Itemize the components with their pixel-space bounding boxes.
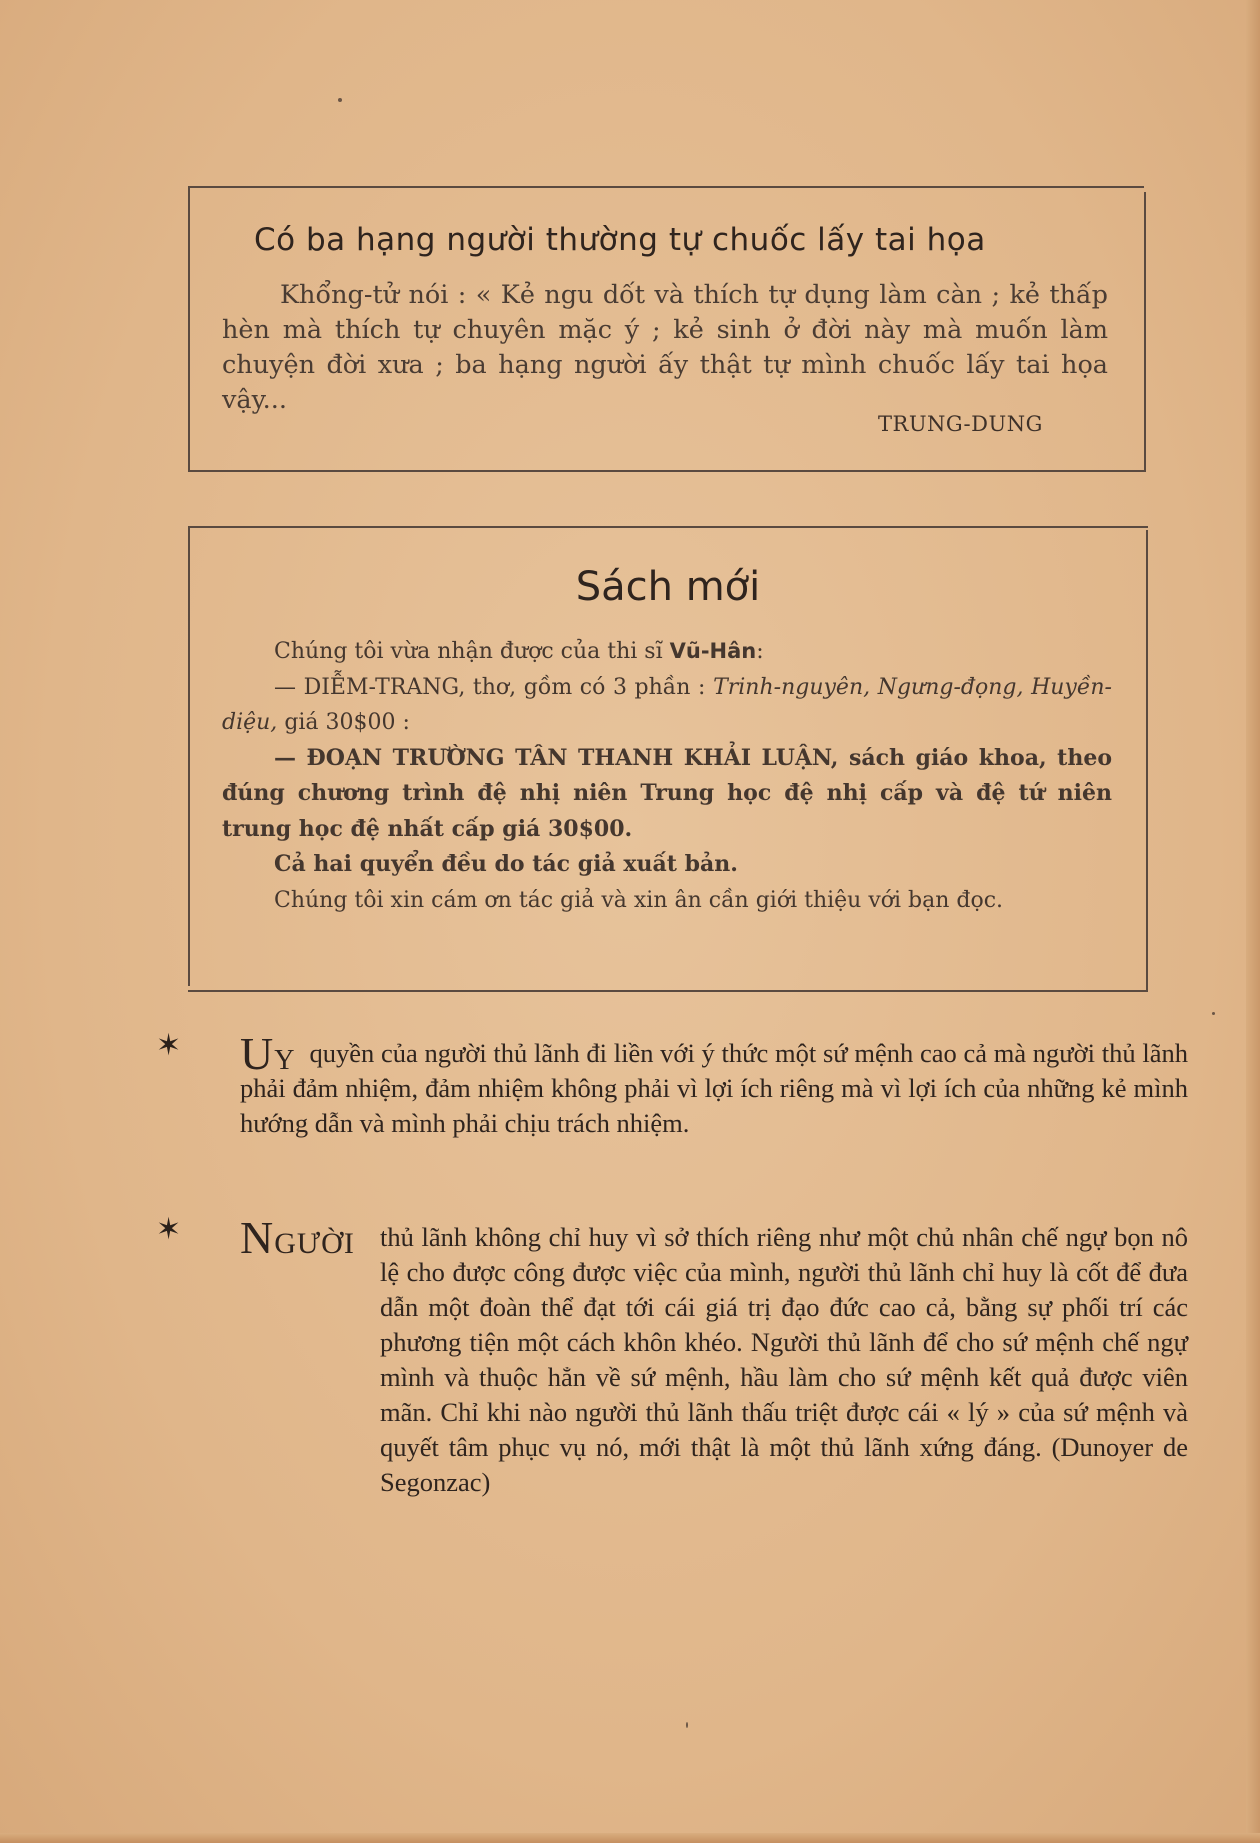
proverb-source: TRUNG-DUNG xyxy=(878,412,1043,436)
dropcap-letter: U xyxy=(240,1028,275,1079)
page-edge-bottom xyxy=(0,1833,1260,1843)
author-name: Vũ-Hân xyxy=(669,639,757,663)
box-border-bottom xyxy=(188,470,1146,472)
box-border-left xyxy=(188,186,190,470)
proverb-box xyxy=(188,186,1146,472)
paper-speck xyxy=(338,98,342,102)
new-books-box xyxy=(188,526,1148,992)
box-border-bottom xyxy=(188,990,1148,992)
new-books-body xyxy=(222,634,1112,918)
paper-speck xyxy=(686,1722,688,1728)
leader-quote-2 xyxy=(240,1212,1188,1608)
book-1-price: giá 30$00 : xyxy=(284,710,410,735)
thanks-note: Chúng tôi xin cám ơn tác giả và xin ân cần giới thiệu với bạn đọc. xyxy=(274,887,1004,913)
box-border-top xyxy=(188,526,1148,528)
quote-1-text: quyền của người thủ lãnh đi liền với ý thức một sứ mệnh cao cả mà người thủ lãnh phải đảm nhiệm, đảm nhiệm không phải vì lợi ích riêng mà vì lợi ích của những kẻ mình hướng dẫn và mình phải chịu trách nhiệm. xyxy=(240,1038,1188,1138)
publish-note: Cả hai quyển đều do tác giả xuất bản. xyxy=(274,851,738,877)
dropcap-letter: N xyxy=(240,1212,275,1263)
book-1-title: — DIỄM-TRANG, thơ, gồm có 3 phần : xyxy=(274,674,706,700)
star-icon: ✶ xyxy=(156,1028,182,1063)
leader-quote-1 xyxy=(240,1028,1188,1141)
book-item-2: — ĐOẠN TRƯỜNG TÂN THANH KHẢI LUẬN, sách giáo khoa, theo đúng chương trình đệ nhị niên Trung học đệ nhị cấp và đệ tứ niên trung học đệ nhất cấp giá 30$00. xyxy=(222,744,1112,842)
box-border-right xyxy=(1144,192,1146,472)
page-edge-right xyxy=(1246,0,1260,1843)
dropcap xyxy=(240,1212,380,1608)
new-books-title: Sách mới xyxy=(575,564,761,610)
intro-end: : xyxy=(756,639,764,664)
proverb-title: Có ba hạng người thường tự chuốc lấy tai họa xyxy=(254,222,986,258)
new-books-intro xyxy=(222,634,1112,670)
intro-text: Chúng tôi vừa nhận được của thi sĩ xyxy=(274,639,663,664)
book-1-parts: Trinh-nguyên, Ngưng-đọng, Huyền-diệu, xyxy=(222,674,1112,735)
book-item-1 xyxy=(222,670,1112,741)
paper-speck xyxy=(1212,1012,1215,1015)
dropcap-rest: GƯỜI xyxy=(274,1227,355,1260)
proverb-text: Khổng-tử nói : « Kẻ ngu dốt và thích tự dụng làm càn ; kẻ thấp hèn mà thích tự chuyên mặc ý ; kẻ sinh ở đời này mà muốn làm chuyện đời xưa ; ba hạng người ấy thật tự mình chuốc lấy tai họa vậy... xyxy=(222,280,1108,415)
dropcap xyxy=(240,1028,296,1079)
dropcap-rest: Y xyxy=(274,1045,296,1076)
box-border-top xyxy=(188,186,1144,188)
quote-2-text: thủ lãnh không chỉ huy vì sở thích riêng như một chủ nhân chế ngự bọn nô lệ cho được công được việc của mình, người thủ lãnh chỉ huy là cốt để đưa dẫn một đoàn thể đạt tới cái giá trị đạo đức cao cả, bằng sự phối trí các phương tiện một cách khôn khéo. Người thủ lãnh để cho sứ mệnh chế ngự mình và thuộc hẳn về sứ mệnh, hầu làm cho sứ mệnh kết quả được viên mãn. Chỉ khi nào người thủ lãnh thấu triệt được cái « lý » của sứ mệnh và quyết tâm phục vụ nó, mới thật là một thủ lãnh xứng đáng. (Dunoyer de Segonzac) xyxy=(380,1222,1188,1497)
star-icon: ✶ xyxy=(156,1212,182,1247)
